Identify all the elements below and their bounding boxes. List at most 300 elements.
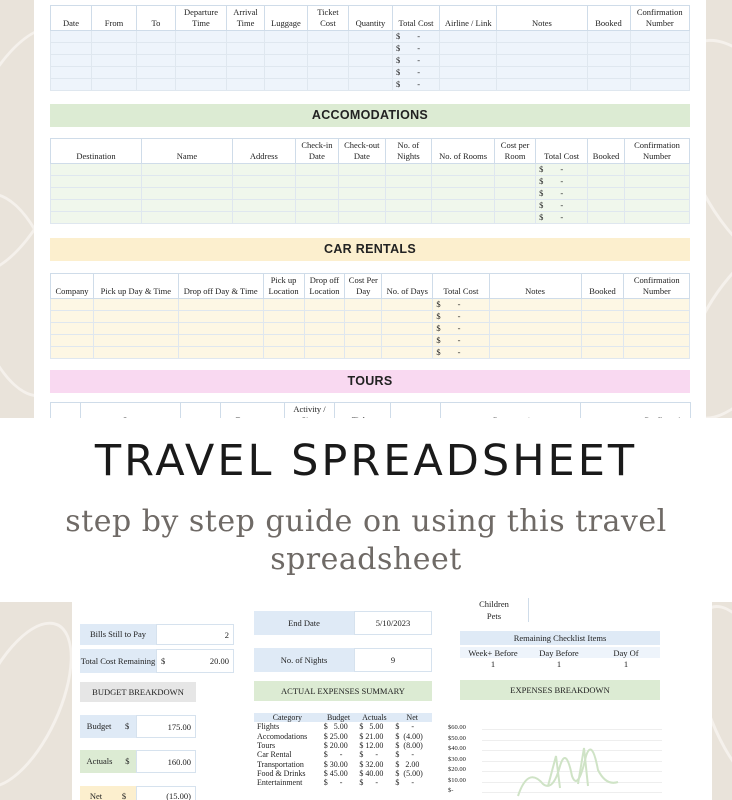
flights-cell[interactable] — [307, 79, 348, 91]
flights-cell[interactable] — [175, 79, 226, 91]
accommodations-cell[interactable] — [495, 164, 536, 176]
flights-cell[interactable] — [137, 67, 176, 79]
flights-cell[interactable] — [307, 31, 348, 43]
expense-amount: $ - — [395, 722, 415, 732]
expense-amount: $ 2.00 — [395, 759, 420, 769]
accommodations-col-header: Check-in Date — [295, 139, 338, 164]
budget-value: 175.00 — [136, 715, 196, 738]
expense-amount: $ 30.00 — [323, 759, 348, 769]
car-rentals-cell[interactable] — [93, 311, 178, 323]
car-rentals-cell[interactable] — [304, 347, 345, 359]
car-rentals-cell[interactable] — [93, 347, 178, 359]
accommodations-cell[interactable] — [588, 212, 625, 224]
chart-y-tick: $40.00 — [448, 745, 466, 752]
flights-cell[interactable] — [497, 31, 587, 43]
flights-cell[interactable] — [264, 43, 307, 55]
car-rentals-row — [51, 335, 690, 347]
flights-cell[interactable] — [175, 55, 226, 67]
accommodations-cell[interactable] — [624, 200, 689, 212]
car-rentals-col-header: Pick up Location — [263, 274, 304, 299]
car-rentals-cell[interactable] — [489, 311, 581, 323]
accommodations-cell[interactable] — [339, 176, 386, 188]
accommodations-cell[interactable] — [232, 164, 295, 176]
expense-amount: $ 5.00 — [323, 722, 348, 732]
accommodations-cell[interactable] — [588, 176, 625, 188]
flights-col-header: Arrival Time — [227, 6, 265, 31]
accommodations-cell[interactable] — [295, 212, 338, 224]
children-label: Children — [479, 599, 509, 609]
flights-row — [51, 67, 690, 79]
flights-cell[interactable] — [91, 31, 136, 43]
flights-col-header: Airline / Link — [440, 6, 497, 31]
expenses-row — [254, 722, 432, 731]
flights-cell[interactable] — [497, 67, 587, 79]
expense-category: Tours — [257, 741, 276, 751]
flights-cell[interactable] — [227, 55, 265, 67]
car-rentals-cell[interactable]: $ - — [433, 347, 489, 359]
no-of-nights-value: 9 — [354, 648, 432, 672]
page-subtitle: step by step guide on using this travel spreadsheet — [65, 504, 667, 577]
accommodations-cell[interactable] — [339, 164, 386, 176]
flights-cell[interactable] — [137, 55, 176, 67]
flights-cell[interactable] — [137, 31, 176, 43]
accommodations-cell[interactable] — [295, 164, 338, 176]
car-rentals-cell[interactable]: $ - — [433, 299, 489, 311]
expenses-row — [254, 732, 432, 741]
flights-cell[interactable] — [51, 31, 92, 43]
accommodations-col-header: Confirmation Number — [624, 139, 689, 164]
accommodations-cell[interactable] — [385, 212, 432, 224]
accommodations-cell[interactable] — [295, 200, 338, 212]
expense-amount: $ 20.00 — [323, 741, 348, 751]
flights-col-header: To — [137, 6, 176, 31]
car-rentals-cell[interactable] — [382, 335, 433, 347]
flights-cell[interactable] — [175, 43, 226, 55]
accommodations-cell[interactable] — [432, 164, 495, 176]
flights-cell[interactable] — [440, 31, 497, 43]
page-title: TRAVEL SPREADSHEET — [94, 436, 638, 486]
accommodations-cell[interactable] — [432, 176, 495, 188]
expense-amount: $ - — [359, 778, 378, 788]
flights-cell[interactable] — [440, 43, 497, 55]
flights-cell[interactable] — [630, 31, 690, 43]
accommodations-col-header: Name — [141, 139, 232, 164]
car-rentals-cell[interactable] — [178, 311, 263, 323]
flights-cell[interactable] — [137, 43, 176, 55]
expense-amount: $ - — [323, 778, 343, 788]
chart-y-tick: $60.00 — [448, 724, 466, 731]
accommodations-cell[interactable] — [141, 212, 232, 224]
accommodations-cell[interactable] — [495, 200, 536, 212]
expenses-chart-lines — [448, 726, 668, 800]
car-rentals-cell[interactable] — [93, 323, 178, 335]
budget-breakdown-title: BUDGET BREAKDOWN — [80, 682, 196, 702]
end-date-value: 5/10/2023 — [354, 611, 432, 635]
total-cost-remaining-label: Total Cost Remaining — [80, 649, 156, 673]
car-rentals-col-header: Confirmation Number — [624, 274, 690, 299]
car-rentals-cell[interactable] — [304, 323, 345, 335]
expenses-col-header: Category — [272, 713, 303, 723]
flights-col-header: Confirmation Number — [630, 6, 690, 31]
checklist-title: Remaining Checklist Items — [460, 631, 660, 645]
accommodations-table — [50, 138, 690, 224]
flights-cell[interactable] — [440, 67, 497, 79]
accommodations-cell[interactable] — [232, 188, 295, 200]
actual-expenses-summary-title: ACTUAL EXPENSES SUMMARY — [254, 681, 432, 701]
car-rentals-cell[interactable] — [304, 299, 345, 311]
no-of-nights-label: No. of Nights — [254, 648, 354, 672]
car-rentals-cell[interactable] — [345, 323, 382, 335]
flights-cell[interactable] — [227, 67, 265, 79]
car-rentals-table — [50, 273, 690, 359]
accommodations-col-header: Cost per Room — [495, 139, 536, 164]
flights-cell[interactable] — [91, 55, 136, 67]
expenses-breakdown-chart — [448, 726, 668, 800]
flights-cell[interactable] — [497, 79, 587, 91]
flights-cell[interactable] — [51, 55, 92, 67]
car-rentals-cell[interactable] — [178, 323, 263, 335]
car-rentals-cell[interactable] — [263, 323, 304, 335]
accommodations-cell[interactable] — [51, 212, 142, 224]
chart-y-tick: $- — [448, 787, 454, 794]
car-rentals-cell[interactable] — [263, 347, 304, 359]
expense-amount: $ (5.00) — [395, 768, 423, 778]
car-rentals-cell[interactable] — [178, 347, 263, 359]
checklist-day-before-header: Day Before — [526, 647, 592, 658]
expenses-row — [254, 750, 432, 759]
flights-row — [51, 31, 690, 43]
flights-cell[interactable] — [587, 43, 630, 55]
flights-cell[interactable] — [440, 55, 497, 67]
flights-cell[interactable] — [307, 43, 348, 55]
car-rentals-cell[interactable] — [51, 323, 94, 335]
accommodations-cell[interactable]: $ - — [536, 188, 588, 200]
car-rentals-cell[interactable] — [51, 335, 94, 347]
flights-cell[interactable] — [51, 43, 92, 55]
expense-amount: $ 32.00 — [359, 759, 384, 769]
car-rentals-cell[interactable] — [581, 335, 624, 347]
car-rentals-cell[interactable] — [581, 347, 624, 359]
flights-cell[interactable]: $ - — [392, 67, 439, 79]
checklist-week-before-value: 1 — [490, 658, 496, 669]
checklist-day-before-value: 1 — [556, 658, 562, 669]
accommodations-cell[interactable] — [51, 164, 142, 176]
net-label: Net $ — [80, 786, 136, 800]
car-rentals-cell[interactable]: $ - — [433, 311, 489, 323]
flights-col-header: Date — [51, 6, 92, 31]
car-rentals-cell[interactable] — [624, 311, 690, 323]
car-rentals-row — [51, 299, 690, 311]
accommodations-cell[interactable] — [588, 164, 625, 176]
car-rentals-col-header: Company — [51, 274, 94, 299]
accommodations-col-header: No. of Nights — [385, 139, 432, 164]
expenses-row — [254, 769, 432, 778]
accommodations-cell[interactable] — [624, 164, 689, 176]
expense-amount: $ 12.00 — [359, 741, 384, 751]
flights-cell[interactable] — [227, 31, 265, 43]
accommodations-cell[interactable] — [339, 200, 386, 212]
car-rentals-col-header: Booked — [581, 274, 624, 299]
accommodations-section-title: ACCOMODATIONS — [50, 104, 690, 127]
flights-cell[interactable] — [264, 79, 307, 91]
accommodations-cell[interactable] — [339, 188, 386, 200]
accommodations-cell[interactable] — [385, 200, 432, 212]
spreadsheet-preview — [34, 0, 706, 418]
flights-cell[interactable] — [497, 55, 587, 67]
accommodations-cell[interactable] — [295, 188, 338, 200]
car-rentals-cell[interactable] — [624, 299, 690, 311]
car-rentals-cell[interactable] — [51, 347, 94, 359]
flights-row — [51, 43, 690, 55]
car-rentals-cell[interactable] — [489, 347, 581, 359]
accommodations-cell[interactable] — [588, 188, 625, 200]
flights-cell[interactable] — [630, 55, 690, 67]
accommodations-cell[interactable] — [51, 200, 142, 212]
car-rentals-cell[interactable] — [93, 335, 178, 347]
car-rentals-cell[interactable] — [51, 299, 94, 311]
expense-amount: $ 45.00 — [323, 768, 348, 778]
flights-cell[interactable] — [497, 43, 587, 55]
flights-col-header: Total Cost — [392, 6, 439, 31]
flights-row — [51, 79, 690, 91]
accommodations-cell[interactable] — [51, 176, 142, 188]
accommodations-row — [51, 176, 690, 188]
flights-cell[interactable]: $ - — [392, 31, 439, 43]
accommodations-cell[interactable] — [141, 164, 232, 176]
flights-cell[interactable]: $ - — [392, 55, 439, 67]
accommodations-cell[interactable] — [432, 188, 495, 200]
expense-amount: $ (4.00) — [395, 731, 423, 741]
car-rentals-col-header: Drop off Location — [304, 274, 345, 299]
actuals-label: Actuals $ — [80, 750, 136, 773]
car-rentals-cell[interactable] — [489, 335, 581, 347]
net-value: (15.00) — [136, 786, 196, 800]
car-rentals-cell[interactable] — [263, 311, 304, 323]
car-rentals-cell[interactable] — [345, 347, 382, 359]
accommodations-cell[interactable] — [339, 212, 386, 224]
accommodations-cell[interactable] — [385, 176, 432, 188]
car-rentals-cell[interactable]: $ - — [433, 335, 489, 347]
flights-cell[interactable] — [264, 55, 307, 67]
car-rentals-col-header: Total Cost — [433, 274, 489, 299]
expense-amount: $ 5.00 — [359, 722, 384, 732]
flights-cell[interactable] — [227, 79, 265, 91]
flights-cell[interactable] — [348, 31, 392, 43]
expense-amount: $ (8.00) — [395, 741, 423, 751]
car-rentals-cell[interactable] — [581, 323, 624, 335]
flights-cell[interactable] — [264, 31, 307, 43]
accommodations-col-header: Destination — [51, 139, 142, 164]
expenses-row — [254, 759, 432, 768]
car-rentals-col-header: No. of Days — [382, 274, 433, 299]
flights-cell[interactable]: $ - — [392, 43, 439, 55]
flights-cell[interactable] — [175, 67, 226, 79]
expenses-col-header: Budget — [326, 713, 351, 723]
bills-still-to-pay-value: 2 — [156, 624, 234, 645]
car-rentals-cell[interactable] — [624, 323, 690, 335]
accommodations-cell[interactable] — [624, 188, 689, 200]
car-rentals-cell[interactable] — [624, 335, 690, 347]
accommodations-row — [51, 164, 690, 176]
car-rentals-cell[interactable] — [382, 311, 433, 323]
flights-cell[interactable] — [348, 79, 392, 91]
flights-cell[interactable] — [227, 43, 265, 55]
flights-cell[interactable] — [51, 79, 92, 91]
accommodations-row — [51, 200, 690, 212]
accommodations-cell[interactable] — [232, 200, 295, 212]
expense-category: Accomodations — [257, 731, 308, 741]
flights-cell[interactable] — [264, 67, 307, 79]
car-rentals-cell[interactable]: $ - — [433, 323, 489, 335]
car-rentals-col-header: Drop off Day & Time — [178, 274, 263, 299]
accommodations-row — [51, 188, 690, 200]
accommodations-cell[interactable] — [51, 188, 142, 200]
car-rentals-col-header: Notes — [489, 274, 581, 299]
flights-cell[interactable] — [307, 55, 348, 67]
total-cost-remaining-value: $ 20.00 — [156, 649, 234, 673]
flights-col-header: Quantity — [348, 6, 392, 31]
car-rentals-row — [51, 323, 690, 335]
flights-table — [50, 5, 690, 91]
car-rentals-row — [51, 311, 690, 323]
accommodations-cell[interactable] — [232, 176, 295, 188]
flights-cell[interactable] — [587, 67, 630, 79]
accommodations-cell[interactable]: $ - — [536, 212, 588, 224]
flights-cell[interactable] — [630, 79, 690, 91]
children-pets-divider — [528, 598, 529, 622]
end-date-label: End Date — [254, 611, 354, 635]
flights-cell[interactable] — [137, 79, 176, 91]
expense-amount: $ - — [395, 778, 415, 788]
car-rentals-cell[interactable] — [489, 323, 581, 335]
flights-col-header: Luggage — [264, 6, 307, 31]
flights-cell[interactable] — [91, 67, 136, 79]
car-rentals-cell[interactable] — [304, 335, 345, 347]
flights-cell[interactable] — [51, 67, 92, 79]
pets-label: Pets — [486, 611, 502, 621]
expense-category: Flights — [257, 722, 280, 732]
expense-amount: $ 21.00 — [359, 731, 384, 741]
accommodations-col-header: Total Cost — [536, 139, 588, 164]
car-rentals-cell[interactable] — [93, 299, 178, 311]
car-rentals-cell[interactable] — [382, 323, 433, 335]
accommodations-col-header: No. of Rooms — [432, 139, 495, 164]
car-rentals-cell[interactable] — [489, 299, 581, 311]
flights-cell[interactable] — [630, 67, 690, 79]
car-rentals-cell[interactable] — [304, 311, 345, 323]
flights-cell[interactable] — [91, 43, 136, 55]
car-rentals-cell[interactable] — [581, 299, 624, 311]
car-rentals-cell[interactable] — [263, 299, 304, 311]
expense-amount: $ - — [359, 750, 378, 760]
car-rentals-cell[interactable] — [382, 299, 433, 311]
budget-label: Budget $ — [80, 715, 136, 738]
flights-cell[interactable] — [587, 79, 630, 91]
expense-category: Entertainment — [257, 778, 303, 788]
car-rentals-cell[interactable] — [581, 311, 624, 323]
flights-cell[interactable] — [630, 43, 690, 55]
flights-col-header: Booked — [587, 6, 630, 31]
expenses-col-header: Actuals — [362, 713, 387, 723]
checklist-day-of-header: Day Of — [592, 647, 660, 658]
accommodations-cell[interactable]: $ - — [536, 200, 588, 212]
accommodations-cell[interactable] — [624, 176, 689, 188]
car-rentals-cell[interactable] — [624, 347, 690, 359]
accommodations-cell[interactable] — [495, 212, 536, 224]
accommodations-cell[interactable] — [385, 164, 432, 176]
dashboard-preview — [72, 599, 712, 800]
accommodations-cell[interactable]: $ - — [536, 164, 588, 176]
car-rentals-cell[interactable] — [51, 311, 94, 323]
accommodations-row — [51, 212, 690, 224]
flights-cell[interactable] — [175, 31, 226, 43]
accommodations-col-header: Booked — [588, 139, 625, 164]
flights-cell[interactable] — [587, 55, 630, 67]
accommodations-cell[interactable] — [495, 176, 536, 188]
flights-col-header: Ticket Cost — [307, 6, 348, 31]
accommodations-cell[interactable] — [295, 176, 338, 188]
car-rentals-cell[interactable] — [178, 335, 263, 347]
accommodations-cell[interactable] — [385, 188, 432, 200]
accommodations-cell[interactable] — [624, 212, 689, 224]
car-rentals-cell[interactable] — [382, 347, 433, 359]
flights-cell[interactable] — [587, 31, 630, 43]
expense-amount: $ - — [395, 750, 415, 760]
expenses-col-header: Net — [406, 713, 418, 723]
actual-expenses-table — [254, 713, 432, 787]
accommodations-cell[interactable] — [141, 200, 232, 212]
flights-cell[interactable]: $ - — [392, 79, 439, 91]
checklist-day-of-value: 1 — [623, 658, 629, 669]
tours-section-title: TOURS — [50, 370, 690, 393]
car-rentals-cell[interactable] — [345, 335, 382, 347]
flights-cell[interactable] — [348, 43, 392, 55]
expense-category: Transportation — [257, 759, 304, 769]
flights-col-header: Notes — [497, 6, 587, 31]
accommodations-cell[interactable] — [432, 212, 495, 224]
accommodations-cell[interactable]: $ - — [536, 176, 588, 188]
flights-cell[interactable] — [348, 55, 392, 67]
expense-category: Car Rental — [257, 750, 292, 760]
accommodations-cell[interactable] — [495, 188, 536, 200]
accommodations-cell[interactable] — [432, 200, 495, 212]
flights-cell[interactable] — [91, 79, 136, 91]
tours-col-activity: Activity / — [285, 403, 335, 428]
expense-amount: $ - — [323, 750, 343, 760]
chart-y-tick: $20.00 — [448, 766, 466, 773]
accommodations-cell[interactable] — [141, 176, 232, 188]
car-rentals-cell[interactable] — [178, 299, 263, 311]
car-rentals-section-title: CAR RENTALS — [50, 238, 690, 261]
accommodations-cell[interactable] — [232, 212, 295, 224]
car-rentals-cell[interactable] — [263, 335, 304, 347]
car-rentals-row — [51, 347, 690, 359]
car-rentals-col-header: Cost Per Day — [345, 274, 382, 299]
expense-category: Food & Drinks — [257, 768, 306, 778]
car-rentals-cell[interactable] — [345, 299, 382, 311]
chart-y-tick: $10.00 — [448, 776, 466, 784]
flights-row — [51, 55, 690, 67]
accommodations-cell[interactable] — [588, 200, 625, 212]
expense-amount: $ 40.00 — [359, 768, 384, 778]
flights-col-header: Departure Time — [175, 6, 226, 31]
accommodations-cell[interactable] — [141, 188, 232, 200]
flights-cell[interactable] — [307, 67, 348, 79]
car-rentals-cell[interactable] — [345, 311, 382, 323]
expenses-row — [254, 741, 432, 750]
flights-cell[interactable] — [440, 79, 497, 91]
flights-cell[interactable] — [348, 67, 392, 79]
